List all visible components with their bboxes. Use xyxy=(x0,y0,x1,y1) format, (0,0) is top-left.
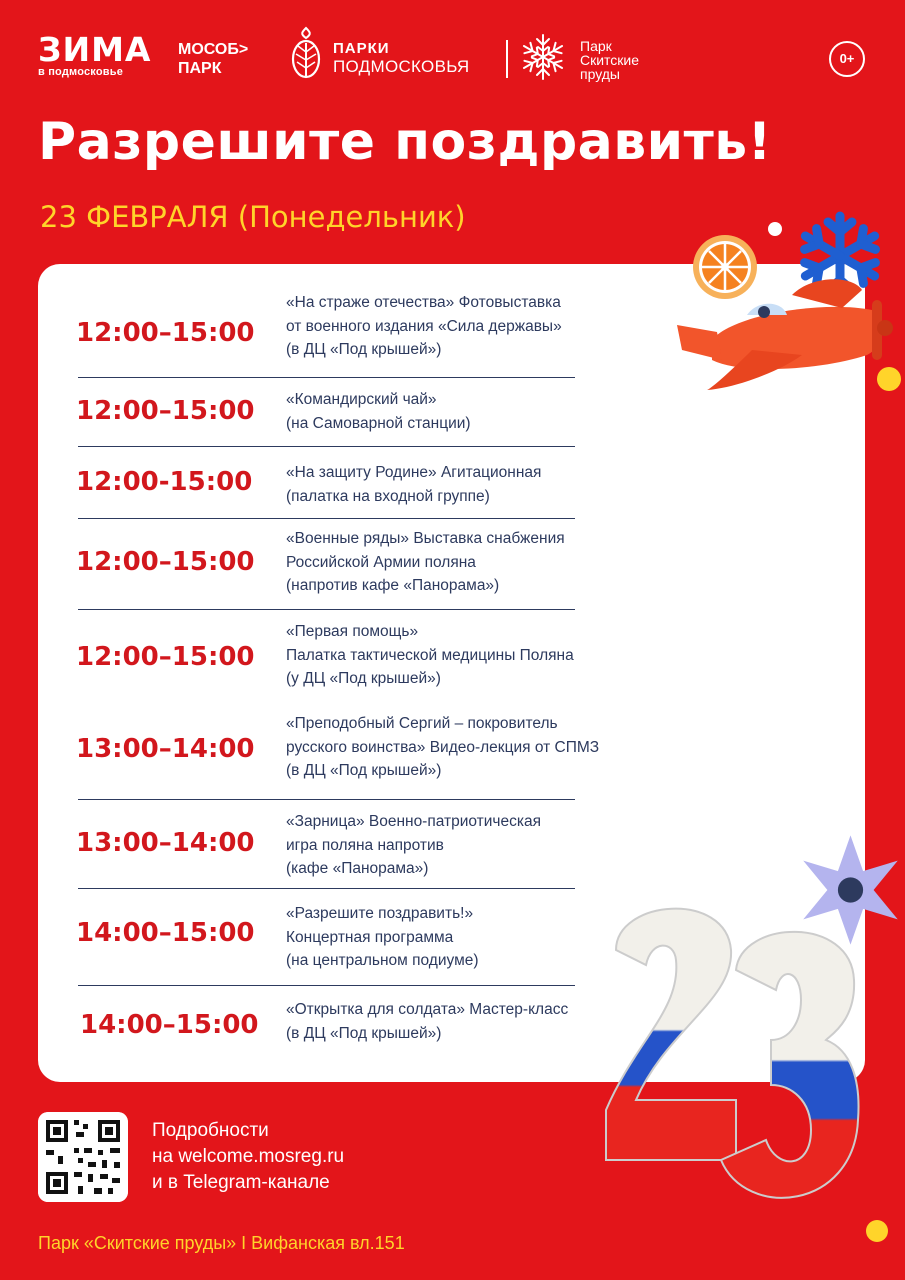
page-subtitle: 23 ФЕВРАЛЯ (Понедельник) xyxy=(40,200,466,234)
schedule-time: 12:00–15:00 xyxy=(76,547,255,577)
row-divider xyxy=(78,609,575,610)
description-line: от военного издания «Сила державы» xyxy=(286,317,562,335)
skit-line1: Парк xyxy=(580,38,612,54)
parki-line2: ПОДМОСКОВЬЯ xyxy=(333,57,470,76)
decor-dot xyxy=(752,390,778,408)
schedule-description xyxy=(286,527,565,598)
zima-logo-subtitle: в подмосковье xyxy=(38,66,124,78)
mosobpark-line2: ПАРК xyxy=(178,60,222,77)
description-line: «Преподобный Сергий – покровитель xyxy=(286,715,558,732)
description-line: «Зарница» Военно-патриотическая xyxy=(286,813,542,830)
description-line: Российской Армии поляна xyxy=(286,553,476,571)
mosobpark-line1: МОСОБ> xyxy=(178,41,249,58)
parki-line1: ПАРКИ xyxy=(333,40,390,57)
footer-address: Парк «Скитские пруды» I Вифанская вл.151 xyxy=(38,1233,405,1253)
row-divider xyxy=(78,377,575,378)
footer-line: Подробности xyxy=(152,1120,269,1141)
schedule-time: 14:00–15:00 xyxy=(76,918,255,948)
description-line: Палатка тактической медицины Поляна xyxy=(286,646,574,664)
mosobpark-logo xyxy=(178,40,248,78)
description-line: (в ДЦ «Под крышей») xyxy=(286,762,442,779)
snowflake-icon xyxy=(518,32,568,82)
schedule-description xyxy=(286,291,562,362)
description-line: Концертная программа xyxy=(286,928,454,946)
schedule-time: 13:00–14:00 xyxy=(76,734,255,764)
description-line: (кафе «Панорама») xyxy=(286,860,429,877)
schedule-description xyxy=(286,810,541,881)
logo-divider xyxy=(506,40,508,78)
zima-logo xyxy=(38,30,152,78)
description-line: «Командирский чай» xyxy=(286,391,437,408)
footer-info xyxy=(152,1118,344,1196)
row-divider xyxy=(78,518,575,519)
description-line: русского воинства» Видео-лекция от СПМЗ xyxy=(286,738,600,756)
leaf-logo-icon xyxy=(290,24,322,80)
description-line: (у ДЦ «Под крышей») xyxy=(286,670,441,687)
schedule-time: 12:00–15:00 xyxy=(76,396,255,426)
schedule-time: 14:00–15:00 xyxy=(80,1010,259,1040)
number-23-icon xyxy=(596,890,866,1230)
schedule-description xyxy=(286,620,574,691)
schedule-description xyxy=(286,461,541,508)
description-line: (на Самоварной станции) xyxy=(286,414,471,432)
description-line: «На страже отечества» Фотовыставка xyxy=(286,294,561,311)
qr-code-icon[interactable] xyxy=(38,1112,128,1202)
skit-line2: Скитские xyxy=(580,52,640,68)
description-line: (палатка на входной группе) xyxy=(286,487,490,505)
decor-dot xyxy=(768,222,782,236)
schedule-time: 12:00–15:00 xyxy=(76,318,255,348)
row-divider xyxy=(78,446,575,447)
zima-logo-title: ЗИМА xyxy=(38,30,152,69)
decor-dot xyxy=(877,367,901,391)
schedule-time: 12:00-15:00 xyxy=(76,467,253,497)
description-line: «Открытка для солдата» Мастер-класс xyxy=(286,1001,569,1018)
schedule-time: 12:00–15:00 xyxy=(76,642,255,672)
decor-dot xyxy=(866,1220,888,1242)
skit-line3: пруды xyxy=(580,66,620,82)
footer-line: и в Telegram-канале xyxy=(152,1172,330,1193)
age-rating-badge: 0+ xyxy=(829,41,865,77)
schedule-description xyxy=(286,388,471,435)
description-line: «Военные ряды» Выставка снабжения xyxy=(286,530,565,547)
airplane-icon xyxy=(672,270,902,400)
description-line: «На защиту Родине» Агитационная xyxy=(286,464,542,481)
schedule-time: 13:00–14:00 xyxy=(76,828,255,858)
description-line: игра поляна напротив xyxy=(286,836,444,854)
description-line: (на центральном подиуме) xyxy=(286,952,479,969)
parki-podmoskovya-logo xyxy=(333,40,470,76)
description-line: (напротив кафе «Панорама») xyxy=(286,577,500,594)
skitskie-prudy-logo xyxy=(580,39,639,81)
schedule-description xyxy=(286,902,479,973)
description-line: (в ДЦ «Под крышей») xyxy=(286,1024,442,1042)
description-line: (в ДЦ «Под крышей») xyxy=(286,341,442,358)
header xyxy=(0,0,905,100)
row-divider xyxy=(78,799,575,800)
page-title: Разрешите поздравить! xyxy=(38,112,772,172)
schedule-description xyxy=(286,712,599,783)
footer-link[interactable]: на welcome.mosreg.ru xyxy=(152,1146,345,1167)
row-divider xyxy=(78,985,575,986)
row-divider xyxy=(78,888,575,889)
description-line: «Первая помощь» xyxy=(286,623,419,640)
description-line: «Разрешите поздравить!» xyxy=(286,905,474,922)
schedule-description xyxy=(286,998,568,1045)
